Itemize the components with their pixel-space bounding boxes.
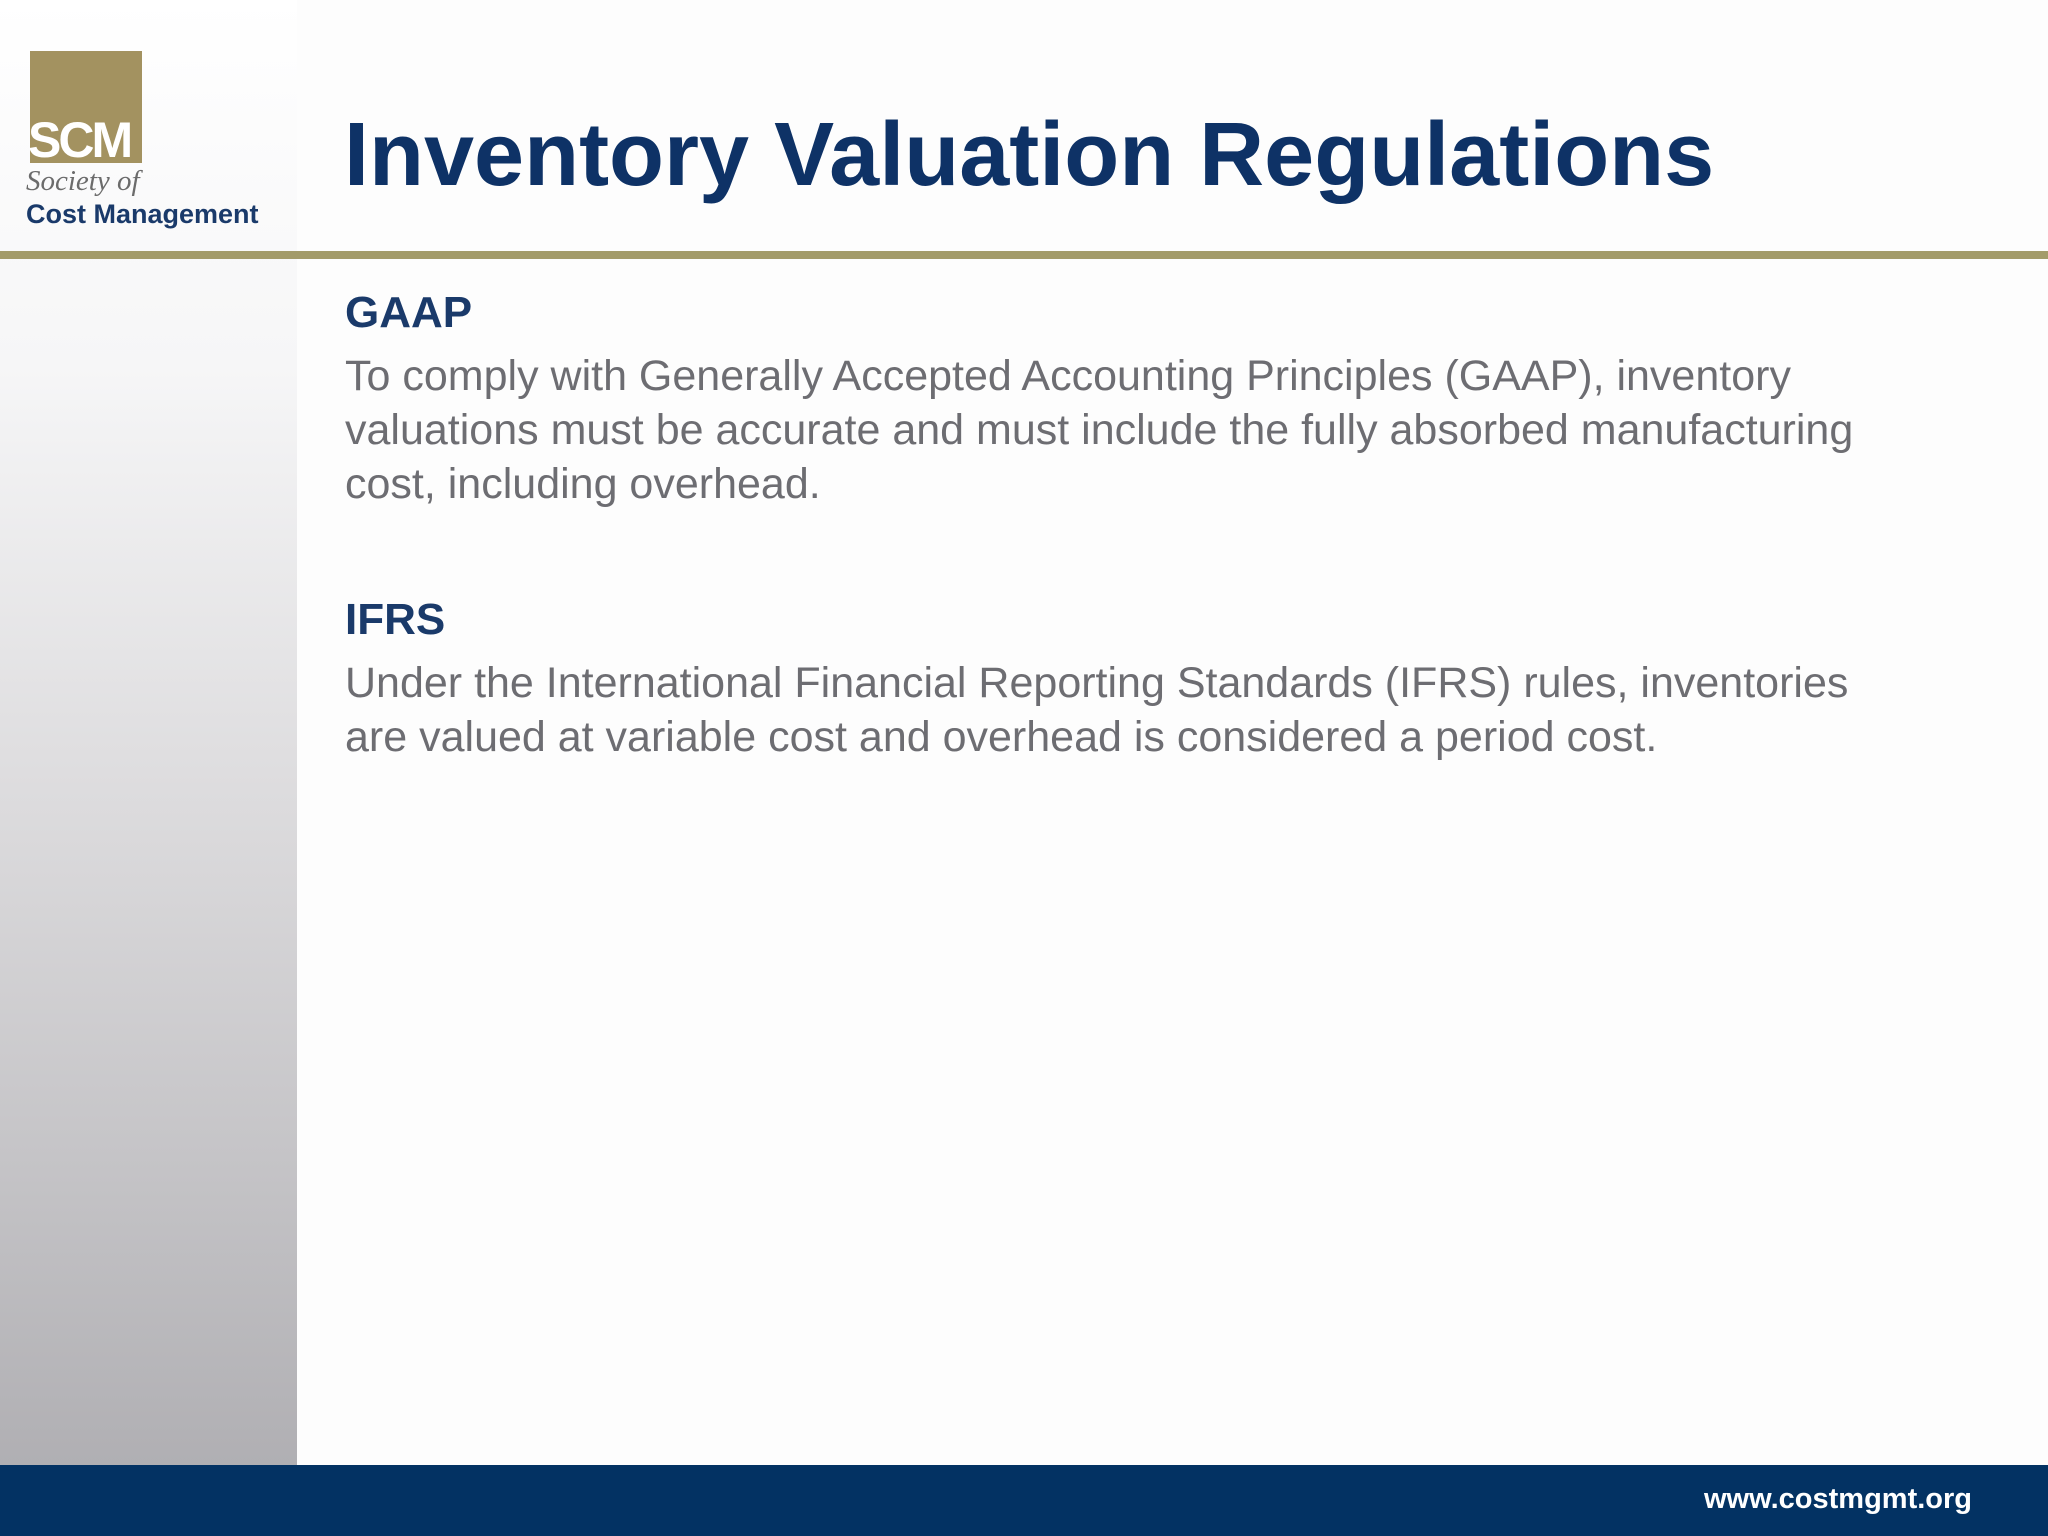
footer-bar xyxy=(0,1465,2048,1536)
section-body-gaap: To comply with Generally Accepted Accounting Principles (GAAP), inventory valuations must be accurate and must include the fully absorbed manufacturing cost, including overhead. xyxy=(345,352,1854,508)
logo-cost-management: Cost Management xyxy=(26,199,259,229)
section-gaap xyxy=(345,285,1905,511)
scm-logo xyxy=(26,51,276,241)
footer-url: www.costmgmt.org xyxy=(1704,1483,1972,1515)
slide-title: Inventory Valuation Regulations xyxy=(344,105,1715,205)
title-divider xyxy=(0,251,2048,259)
section-body-ifrs: Under the International Financial Reporting Standards (IFRS) rules, inventories are valued at variable cost and overhead is considered a period cost. xyxy=(345,659,1849,761)
section-ifrs xyxy=(345,592,1905,764)
section-heading-gaap: GAAP xyxy=(345,288,473,337)
section-heading-ifrs: IFRS xyxy=(345,595,446,644)
logo-abbreviation: SCM xyxy=(28,112,131,168)
logo-society-of: Society of xyxy=(26,165,140,197)
